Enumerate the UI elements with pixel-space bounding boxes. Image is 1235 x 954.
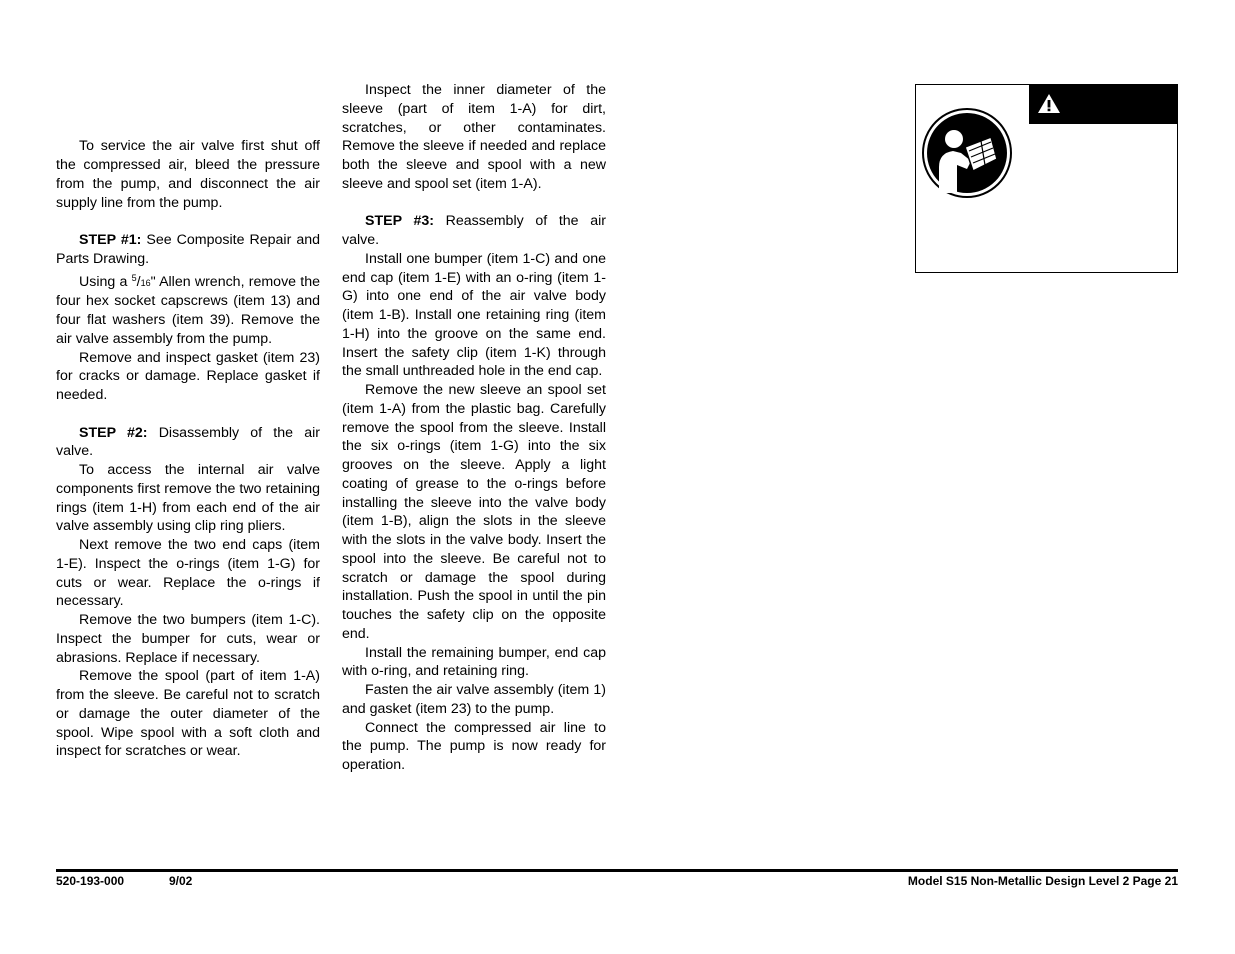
step3-connect-paragraph: Connect the compressed air line to the pump. The pump is now ready for operation.: [342, 719, 606, 773]
step2-end-caps-paragraph: Next remove the two end caps (item 1-E). Inspect the o-rings (item 1-G) for cuts or wear. Replace the o-rings if necessary.: [56, 537, 320, 610]
step1-heading: STEP #1:: [79, 232, 142, 248]
fraction-denominator: 16: [140, 277, 151, 288]
step3-paragraph: [342, 212, 606, 250]
step1-p2-start: Using a: [79, 273, 132, 290]
step3-text: Reassembly of the air valve.: [342, 213, 606, 248]
intro-paragraph: To service the air valve first shut off the compressed air, bleed the pressure from the pump, and disconnect the air supply line from the pump.: [56, 138, 320, 211]
step2-retaining-rings-paragraph: To access the internal air valve components first remove the two retaining rings (item 1-H) from each end of the air valve assembly using clip ring pliers.: [56, 462, 320, 535]
warning-triangle-icon: [1037, 93, 1061, 114]
footer-part-number: 520-193-000: [56, 874, 125, 888]
sleeve-inspect-paragraph: Inspect the inner diameter of the sleeve (part of item 1-A) for dirt, scratches, or other contaminates. Remove the sleeve if needed and replace both the sleeve and spool with a new sleeve and spool set (item 1-A).: [342, 82, 606, 192]
spacer: [56, 81, 320, 100]
warning-header-bar: [1029, 85, 1177, 124]
step1-allen-paragraph: Using a $^5$/16" Allen wrench, remove the four hex socket capscrews (item 13) and four flat washers (item 39). Remove the air valve assembly from the pump.: [56, 272, 320, 347]
step1-paragraph: [56, 231, 320, 269]
left-column: [56, 81, 320, 761]
footer-date: 9/02: [169, 874, 193, 888]
step2-paragraph: [56, 424, 320, 462]
warning-box: [915, 84, 1178, 273]
spacer: [56, 119, 320, 138]
spacer: [56, 100, 320, 119]
step3-remaining-paragraph: Install the remaining bumper, end cap with o-ring, and retaining ring.: [342, 644, 606, 680]
middle-column: [342, 81, 606, 775]
step2-spool-paragraph: Remove the spool (part of item 1-A) from the sleeve. Be careful not to scratch or damage the outer diameter of the spool. Wipe spool with a soft cloth and inspect for scratches or wear.: [56, 668, 320, 760]
step1-text: See Composite Repair and Parts Drawing.: [56, 232, 320, 267]
footer-model-page: Model S15 Non-Metallic Design Level 2 Page 21: [907, 874, 1178, 888]
step2-heading: STEP #2:: [79, 424, 148, 441]
step3-bumper-paragraph: Install one bumper (item 1-C) and one end cap (item 1-E) with an o-ring (item 1-G) into one end of the air valve body (item 1-B). Install one retaining ring (item 1-H) into the groove on the same end. Insert the safety clip (item 1-K) through the small unthreaded hole in the end cap.: [342, 250, 606, 380]
read-manual-icon: [921, 107, 1015, 199]
step3-sleeve-paragraph: Remove the new sleeve an spool set (item 1-A) from the plastic bag. Carefully remove the spool from the sleeve. Install the six o-rings (item 1-G) into the six grooves on the sleeve. Apply a light coating of grease to the o-rings before installing the sleeve into the valve body (item 1-B), align the slots in the sleeve with the slots in the valve body. Insert the spool into the sleeve. Be careful not to scratch or damage the spool during installation. Push the spool in until the pin touches the safety clip on the opposite end.: [342, 382, 606, 642]
spacer: [56, 212, 320, 231]
step3-heading: STEP #3:: [365, 213, 434, 230]
footer-rule: [56, 869, 1178, 872]
step1-p2-end: " Allen wrench, remove the four hex socket capscrews (item 13) and four flat washers (item 39). Remove the air valve assembly from the pump.: [56, 273, 320, 347]
spacer: [342, 194, 606, 213]
step2-bumpers-paragraph: Remove the two bumpers (item 1-C). Inspect the bumper for cuts, wear or abrasions. Replace if necessary.: [56, 612, 320, 666]
step3-fasten-paragraph: Fasten the air valve assembly (item 1) and gasket (item 23) to the pump.: [342, 682, 606, 717]
fraction-numerator: 5: [131, 272, 137, 283]
spacer: [56, 405, 320, 424]
step2-text: Disassembly of the air valve.: [56, 424, 320, 460]
step1-gasket-paragraph: Remove and inspect gasket (item 23) for cracks or damage. Replace gasket if needed.: [56, 349, 320, 403]
